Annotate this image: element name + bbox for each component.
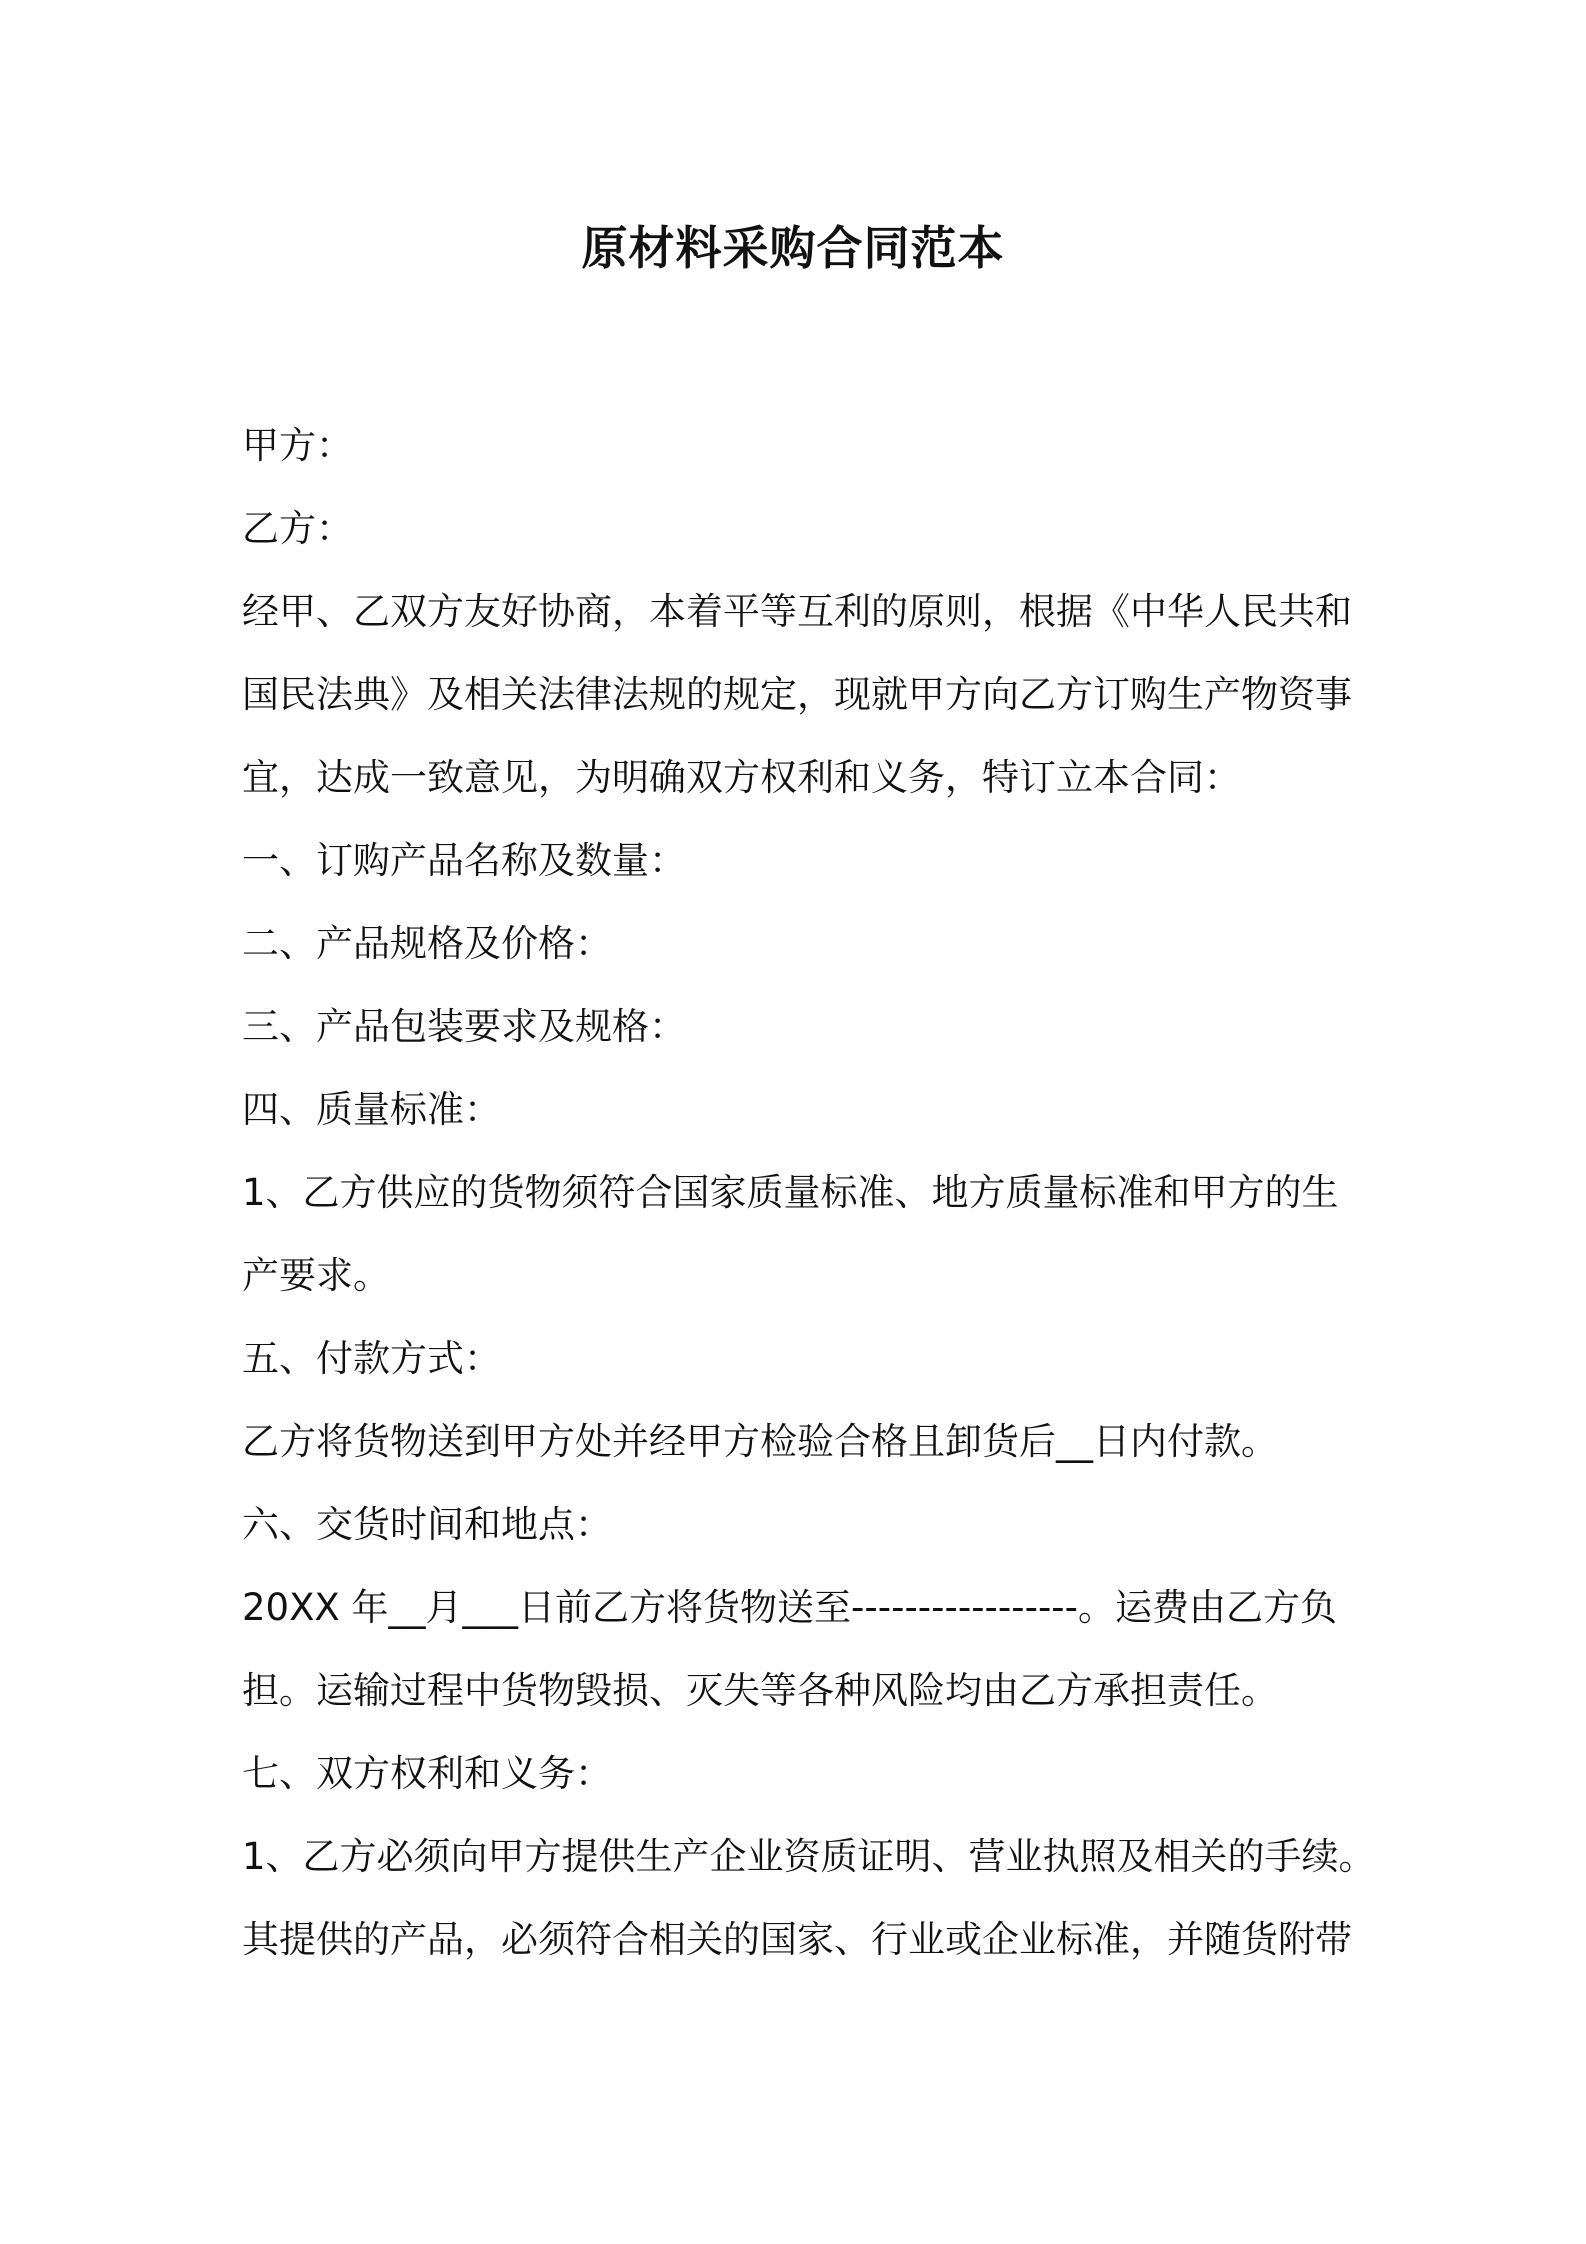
section-6-heading: 六、交货时间和地点：: [242, 1503, 612, 1546]
section-7-heading: 七、双方权利和义务：: [242, 1752, 612, 1795]
document-body: [242, 404, 1376, 1981]
payment-clause: 乙方将货物送到甲方处并经甲方检验合格且卸货后__日内付款。: [242, 1420, 1278, 1463]
document-title: 原材料采购合同范本: [581, 221, 1005, 275]
delivery-clause-line-2: 担。运输过程中货物毁损、灭失等各种风险均由乙方承担责任。: [242, 1669, 1278, 1712]
preamble-line-2: 国民法典》及相关法律法规的规定，现就甲方向乙方订购生产物资事: [242, 673, 1352, 716]
section-4-heading: 四、质量标准：: [242, 1088, 501, 1131]
preamble-line-1: 经甲、乙双方友好协商，本着平等互利的原则，根据《中华人民共和: [242, 590, 1352, 633]
obligation-clause-line-1: 1、乙方必须向甲方提供生产企业资质证明、营业执照及相关的手续。: [242, 1835, 1376, 1878]
quality-clause-line-2: 产要求。: [242, 1254, 390, 1297]
section-2-heading: 二、产品规格及价格：: [242, 922, 612, 965]
quality-clause-line-1: 1、乙方供应的货物须符合国家质量标准、地方质量标准和甲方的生: [242, 1171, 1339, 1214]
preamble-line-3: 宜，达成一致意见，为明确双方权利和义务，特订立本合同：: [242, 756, 1241, 799]
party-b-line: 乙方：: [242, 507, 353, 550]
party-a-line: 甲方：: [242, 424, 353, 467]
delivery-clause-line-1: 20XX 年__月___日前乙方将货物送至-----------------。运费由乙方负: [242, 1586, 1338, 1629]
section-5-heading: 五、付款方式：: [242, 1337, 501, 1380]
section-1-heading: 一、订购产品名称及数量：: [242, 839, 686, 882]
section-3-heading: 三、产品包装要求及规格：: [242, 1005, 686, 1048]
obligation-clause-line-2: 其提供的产品，必须符合相关的国家、行业或企业标准，并随货附带: [242, 1918, 1352, 1961]
